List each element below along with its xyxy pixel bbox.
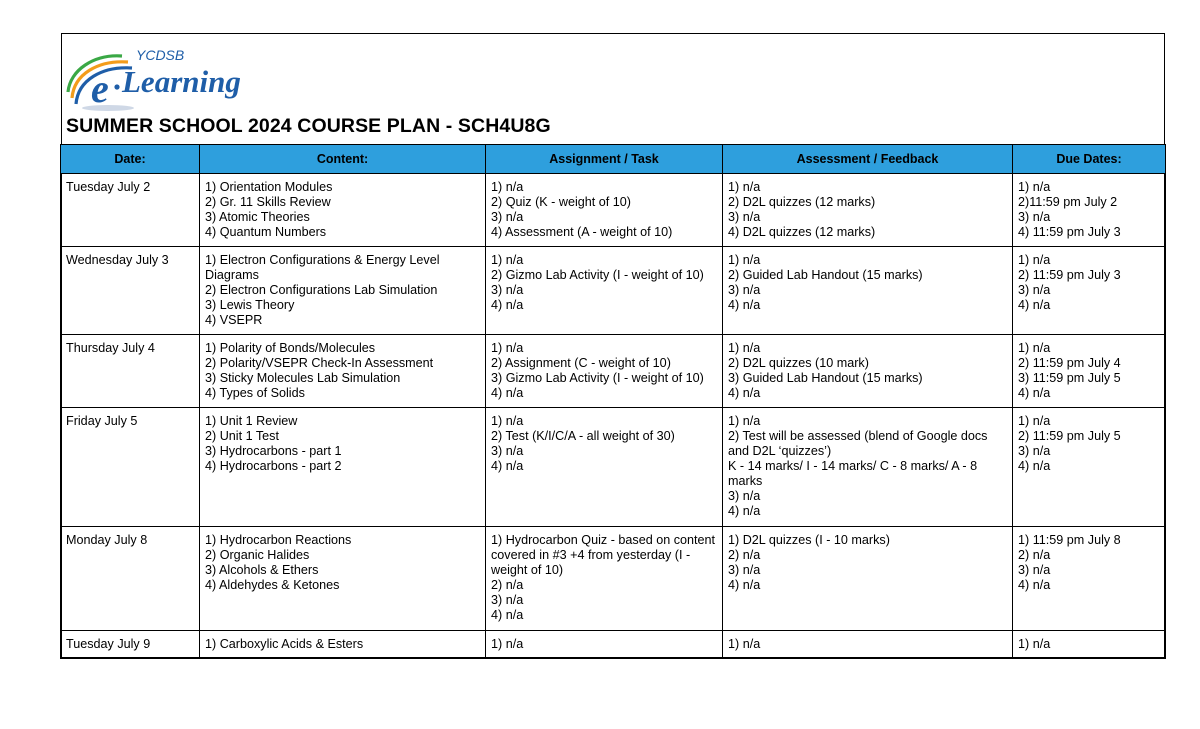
assignment-line: 1) n/a bbox=[491, 637, 524, 651]
assessment-line: 4) n/a bbox=[728, 578, 761, 592]
due-cell bbox=[1013, 335, 1166, 408]
date-text: Wednesday July 3 bbox=[66, 253, 169, 267]
page-title: SUMMER SCHOOL 2024 COURSE PLAN - SCH4U8G bbox=[66, 115, 551, 137]
content-line: 2) Polarity/VSEPR Check-In Assessment bbox=[205, 356, 434, 370]
col-header-assignment: Assignment / Task bbox=[486, 145, 723, 174]
assessment-line: 2) D2L quizzes (10 mark) bbox=[728, 356, 869, 370]
due-line: 1) n/a bbox=[1018, 253, 1051, 267]
content-line: 4) Types of Solids bbox=[205, 386, 305, 400]
date-text: Thursday July 4 bbox=[66, 341, 155, 355]
content-line: 1) Orientation Modules bbox=[205, 180, 333, 194]
date-cell bbox=[61, 335, 200, 408]
due-line: 2) 11:59 pm July 3 bbox=[1018, 268, 1121, 282]
assignment-line: 3) n/a bbox=[491, 444, 524, 458]
assignment-cell bbox=[486, 335, 723, 408]
logo-org: YCDSB bbox=[136, 47, 185, 63]
col-header-content: Content: bbox=[200, 145, 486, 174]
content-line: 2) Unit 1 Test bbox=[205, 429, 279, 443]
assessment-line: 3) Guided Lab Handout (15 marks) bbox=[728, 371, 923, 385]
due-line: 4) n/a bbox=[1018, 459, 1051, 473]
assessment-cell bbox=[723, 247, 1013, 335]
assessment-line: 4) n/a bbox=[728, 386, 761, 400]
assignment-line: 4) n/a bbox=[491, 386, 524, 400]
assignment-line: 3) n/a bbox=[491, 283, 524, 297]
assessment-cell bbox=[723, 527, 1013, 631]
assignment-cell bbox=[486, 631, 723, 659]
assessment-line: 2) Test will be assessed (blend of Google docs and D2L ‘quizzes’) bbox=[728, 429, 988, 458]
header-row bbox=[61, 145, 1166, 174]
assignment-cell bbox=[486, 247, 723, 335]
table-row bbox=[61, 335, 1166, 408]
date-text: Monday July 8 bbox=[66, 533, 148, 547]
due-cell bbox=[1013, 408, 1166, 527]
table-row bbox=[61, 631, 1166, 659]
due-line: 2) n/a bbox=[1018, 548, 1051, 562]
due-cell bbox=[1013, 527, 1166, 631]
date-text: Friday July 5 bbox=[66, 414, 138, 428]
assignment-cell bbox=[486, 408, 723, 527]
content-line: 1) Hydrocarbon Reactions bbox=[205, 533, 352, 547]
assessment-line: 1) n/a bbox=[728, 341, 761, 355]
due-cell bbox=[1013, 174, 1166, 247]
date-text: Tuesday July 2 bbox=[66, 180, 151, 194]
assessment-line: 1) D2L quizzes (I - 10 marks) bbox=[728, 533, 890, 547]
due-line: 3) n/a bbox=[1018, 283, 1051, 297]
assignment-line: 4) n/a bbox=[491, 459, 524, 473]
assignment-line: 1) n/a bbox=[491, 180, 524, 194]
due-line: 4) 11:59 pm July 3 bbox=[1018, 225, 1121, 239]
due-line: 3) 11:59 pm July 5 bbox=[1018, 371, 1121, 385]
table-row bbox=[61, 408, 1166, 527]
assignment-line: 1) Hydrocarbon Quiz - based on content covered in #3 +4 from yesterday (I - weight of 10) bbox=[491, 533, 716, 577]
col-header-date: Date: bbox=[61, 145, 200, 174]
assessment-line: 4) n/a bbox=[728, 504, 761, 518]
assessment-line: 2) Guided Lab Handout (15 marks) bbox=[728, 268, 923, 282]
table-row bbox=[61, 527, 1166, 631]
assignment-line: 1) n/a bbox=[491, 341, 524, 355]
content-cell bbox=[200, 527, 486, 631]
assignment-line: 3) n/a bbox=[491, 593, 524, 607]
due-cell bbox=[1013, 247, 1166, 335]
assignment-line: 4) n/a bbox=[491, 608, 524, 622]
date-cell bbox=[61, 631, 200, 659]
content-cell bbox=[200, 408, 486, 527]
assessment-line: 3) n/a bbox=[728, 489, 761, 503]
assignment-line: 1) n/a bbox=[491, 414, 524, 428]
assessment-line: 1) n/a bbox=[728, 180, 761, 194]
content-line: 4) VSEPR bbox=[205, 313, 263, 327]
date-cell bbox=[61, 174, 200, 247]
assignment-line: 2) Gizmo Lab Activity (I - weight of 10) bbox=[491, 268, 704, 282]
due-line: 1) n/a bbox=[1018, 341, 1051, 355]
assignment-line: 3) Gizmo Lab Activity (I - weight of 10) bbox=[491, 371, 704, 385]
content-line: 2) Gr. 11 Skills Review bbox=[205, 195, 331, 209]
content-line: 3) Hydrocarbons - part 1 bbox=[205, 444, 342, 458]
assessment-line: 4) D2L quizzes (12 marks) bbox=[728, 225, 876, 239]
content-cell bbox=[200, 335, 486, 408]
assessment-line: 2) n/a bbox=[728, 548, 761, 562]
content-line: 3) Sticky Molecules Lab Simulation bbox=[205, 371, 401, 385]
content-line: 2) Organic Halides bbox=[205, 548, 310, 562]
assessment-line: K - 14 marks/ I - 14 marks/ C - 8 marks/ A - 8 marks bbox=[728, 459, 978, 488]
assignment-line: 4) n/a bbox=[491, 298, 524, 312]
due-line: 1) n/a bbox=[1018, 637, 1051, 651]
content-line: 4) Aldehydes & Ketones bbox=[205, 578, 340, 592]
assignment-line: 2) Test (K/I/C/A - all weight of 30) bbox=[491, 429, 675, 443]
assessment-line: 3) n/a bbox=[728, 210, 761, 224]
due-line: 4) n/a bbox=[1018, 386, 1051, 400]
content-line: 1) Electron Configurations & Energy Level Diagrams bbox=[205, 253, 440, 282]
assessment-line: 1) n/a bbox=[728, 637, 761, 651]
assignment-line: 3) n/a bbox=[491, 210, 524, 224]
col-header-assessment: Assessment / Feedback bbox=[723, 145, 1013, 174]
assignment-line: 4) Assessment (A - weight of 10) bbox=[491, 225, 673, 239]
content-cell bbox=[200, 174, 486, 247]
date-cell bbox=[61, 247, 200, 335]
content-line: 2) Electron Configurations Lab Simulation bbox=[205, 283, 438, 297]
due-line: 4) n/a bbox=[1018, 578, 1051, 592]
table-row bbox=[61, 247, 1166, 335]
due-line: 2) 11:59 pm July 5 bbox=[1018, 429, 1121, 443]
content-line: 3) Atomic Theories bbox=[205, 210, 310, 224]
due-line: 2)11:59 pm July 2 bbox=[1018, 195, 1118, 209]
assessment-cell bbox=[723, 408, 1013, 527]
content-line: 3) Alcohols & Ethers bbox=[205, 563, 319, 577]
due-line: 1) 11:59 pm July 8 bbox=[1018, 533, 1121, 547]
assessment-line: 4) n/a bbox=[728, 298, 761, 312]
table-row bbox=[61, 174, 1166, 247]
due-line: 3) n/a bbox=[1018, 210, 1051, 224]
content-cell bbox=[200, 631, 486, 659]
assessment-cell bbox=[723, 335, 1013, 408]
ycdsb-elearning-logo bbox=[64, 42, 264, 112]
due-line: 4) n/a bbox=[1018, 298, 1051, 312]
logo-word: Learning bbox=[122, 64, 241, 99]
content-line: 4) Hydrocarbons - part 2 bbox=[205, 459, 342, 473]
assessment-line: 3) n/a bbox=[728, 283, 761, 297]
content-line: 1) Polarity of Bonds/Molecules bbox=[205, 341, 376, 355]
due-line: 2) 11:59 pm July 4 bbox=[1018, 356, 1121, 370]
content-line: 3) Lewis Theory bbox=[205, 298, 295, 312]
content-line: 1) Carboxylic Acids & Esters bbox=[205, 637, 364, 651]
logo-e: e bbox=[91, 66, 109, 111]
content-line: 4) Quantum Numbers bbox=[205, 225, 327, 239]
assignment-cell bbox=[486, 174, 723, 247]
due-line: 3) n/a bbox=[1018, 444, 1051, 458]
assignment-line: 2) Assignment (C - weight of 10) bbox=[491, 356, 671, 370]
assessment-cell bbox=[723, 174, 1013, 247]
assessment-line: 1) n/a bbox=[728, 414, 761, 428]
col-header-due: Due Dates: bbox=[1013, 145, 1166, 174]
assignment-line: 2) n/a bbox=[491, 578, 524, 592]
content-line: 1) Unit 1 Review bbox=[205, 414, 298, 428]
date-cell bbox=[61, 527, 200, 631]
assessment-cell bbox=[723, 631, 1013, 659]
due-cell bbox=[1013, 631, 1166, 659]
assessment-line: 3) n/a bbox=[728, 563, 761, 577]
assignment-cell bbox=[486, 527, 723, 631]
assessment-line: 2) D2L quizzes (12 marks) bbox=[728, 195, 876, 209]
assignment-line: 1) n/a bbox=[491, 253, 524, 267]
due-line: 1) n/a bbox=[1018, 414, 1051, 428]
assessment-line: 1) n/a bbox=[728, 253, 761, 267]
date-text: Tuesday July 9 bbox=[66, 637, 151, 651]
due-line: 1) n/a bbox=[1018, 180, 1051, 194]
course-plan-table bbox=[60, 144, 1166, 659]
content-cell bbox=[200, 247, 486, 335]
date-cell bbox=[61, 408, 200, 527]
assignment-line: 2) Quiz (K - weight of 10) bbox=[491, 195, 631, 209]
due-line: 3) n/a bbox=[1018, 563, 1051, 577]
